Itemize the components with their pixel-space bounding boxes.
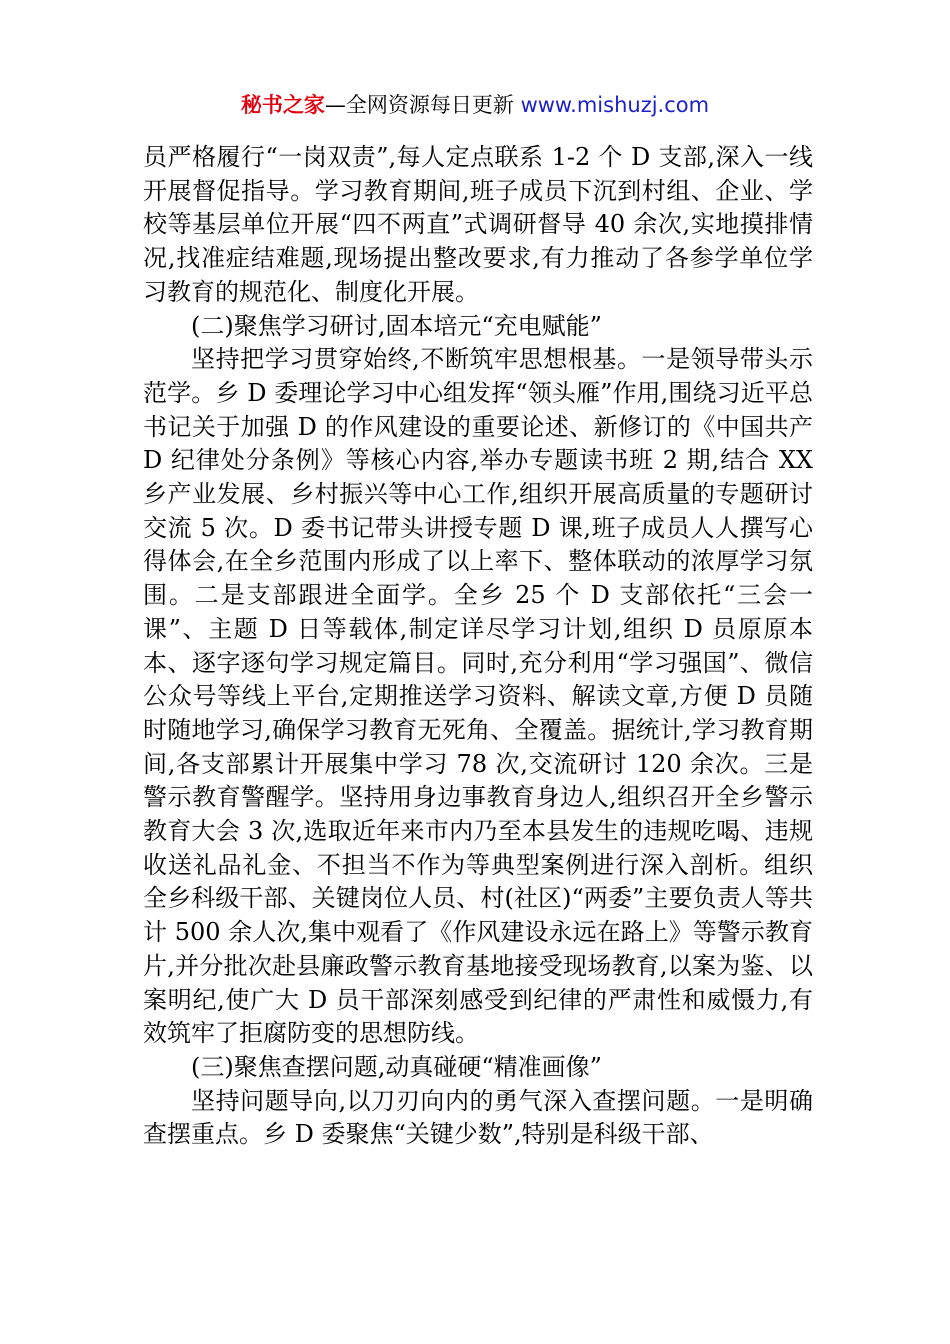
header-url-link[interactable]: www.mishuzj.com xyxy=(520,93,710,117)
paragraph-problems: 坚持问题导向,以刀刃向内的勇气深入查摆问题。一是明确查摆重点。乡 D 委聚焦“关键少数”,特别是科级干部、 xyxy=(143,1086,813,1149)
paragraph-continuation: 员严格履行“一岗双责”,每人定点联系 1-2 个 D 支部,深入一线开展督促指导。学习教育期间,班子成员下沉到村组、企业、学校等基层单位开展“四不两直”式调研督导 40 余次,实地摸排情况,找准症结难题,现场提出整改要求,有力推动了各参学单位学习教育的规范化、制度化开展。 xyxy=(143,143,813,306)
section-heading-3: (三)聚焦查摆问题,动真碰硬“精准画像” xyxy=(191,1052,602,1081)
header-tagline: —全网资源每日更新 xyxy=(324,93,521,117)
page-header xyxy=(0,88,950,122)
brand-name: 秘书之家 xyxy=(240,93,325,117)
document-body xyxy=(143,141,813,1152)
paragraph-study: 坚持把学习贯穿始终,不断筑牢思想根基。一是领导带头示范学。乡 D 委理论学习中心组发挥“领头雁”作用,围绕习近平总书记关于加强 D 的作风建设的重要论述、新修订的《中国共产 D 纪律处分条例》等核心内容,举办专题读书班 2 期,结合 XX 乡产业发展、乡村振兴等中心工作,组织开展高质量的专题研讨交流 5 次。D 委书记带头讲授专题 D 课,班子成员人人撰写心得体会,在全乡范围内形成了以上率下、整体联动的浓厚学习氛围。二是支部跟进全面学。全乡 25 个 D 支部依托“三会一课”、主题 D 日等载体,制定详尽学习计划,组织 D 员原原本本、逐字逐句学习规定篇目。同时,充分利用“学习强国”、微信公众号等线上平台,定期推送学习资料、解读文章,方便 D 员随时随地学习,确保学习教育无死角、全覆盖。据统计,学习教育期间,各支部累计开展集中学习 78 次,交流研讨 120 余次。三是警示教育警醒学。坚持用身边事教育身边人,组织召开全乡警示教育大会 3 次,选取近年来市内乃至本县发生的违规吃喝、违规收送礼品礼金、不担当不作为等典型案例进行深入剖析。组织全乡科级干部、关键岗位人员、村(社区)“两委”主要负责人等共计 500 余人次,集中观看了《作风建设永远在路上》等警示教育片,并分批次赴县廉政警示教育基地接受现场教育,以案为鉴、以案明纪,使广大 D 员干部深刻感受到纪律的严肃性和威慑力,有效筑牢了拒腐防变的思想防线。 xyxy=(143,345,813,1048)
section-heading-2: (二)聚焦学习研讨,固本培元“充电赋能” xyxy=(191,311,602,340)
